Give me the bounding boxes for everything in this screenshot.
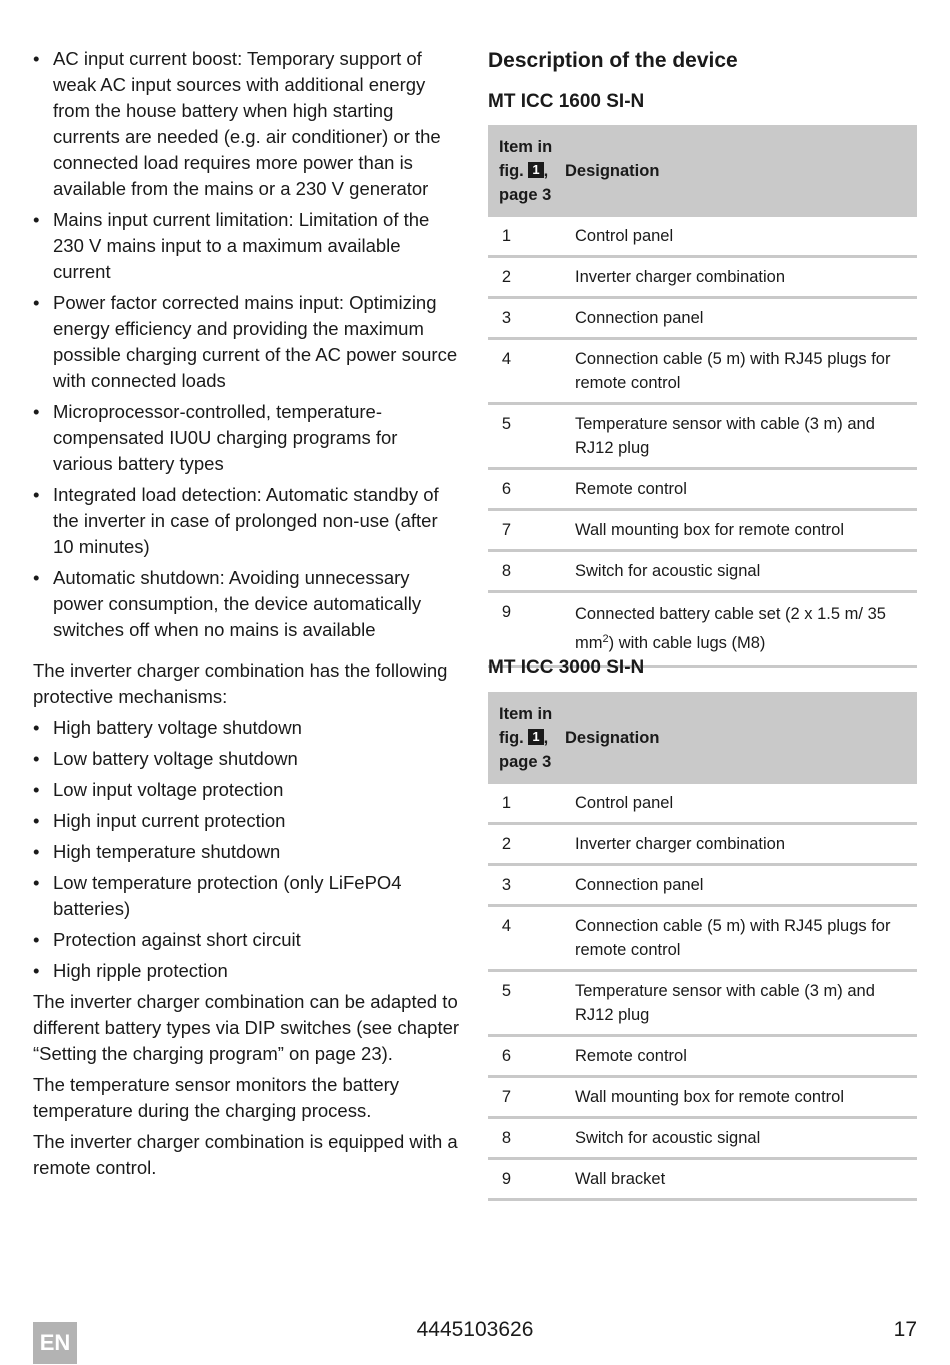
model-title-3000: MT ICC 3000 SI-N — [488, 657, 645, 678]
table-row: 2 Inverter charger combination — [488, 824, 917, 865]
paragraph-temperature-sensor: The temperature sensor monitors the battery temperature during the charging process. — [33, 1074, 400, 1121]
model-title-1600: MT ICC 1600 SI-N — [488, 91, 645, 112]
table-row: 8 Switch for acoustic signal — [488, 551, 917, 592]
table-row: 6 Remote control — [488, 1036, 917, 1077]
item-column-header: Item in fig. 1 , page 3 — [488, 125, 565, 217]
list-item: • High input current protection — [33, 810, 286, 831]
table-row: 6 Remote control — [488, 469, 917, 510]
table-row: 5 Temperature sensor with cable (3 m) and RJ12 plug — [488, 971, 917, 1036]
list-item: • Power factor corrected mains input: Optimizing energy efficiency and providing the maximum possible charging current of the AC power source with connected loads — [33, 292, 458, 391]
figure-number-badge: 1 — [528, 729, 543, 745]
list-item: • Integrated load detection: Automatic standby of the inverter in case of prolonged non-use (after 10 minutes) — [33, 484, 439, 557]
table-row: 7 Wall mounting box for remote control — [488, 1077, 917, 1118]
table-row: 8 Switch for acoustic signal — [488, 1118, 917, 1159]
table-row: 2 Inverter charger combination — [488, 257, 917, 298]
paragraph-dip-switches: The inverter charger combination can be adapted to different battery types via DIP switches (see chapter “Setting the charging program” on page 23). — [33, 991, 460, 1064]
list-item: • Mains input current limitation: Limitation of the 230 V mains input to a maximum available current — [33, 209, 430, 282]
feature-list — [33, 46, 461, 643]
table-row: 3 Connection panel — [488, 865, 917, 906]
table-row: 1 Control panel — [488, 784, 917, 824]
table-header-row — [488, 692, 917, 784]
item-column-header: Item in fig. 1 , page 3 — [488, 692, 565, 784]
figure-number-badge: 1 — [528, 162, 543, 178]
list-item: • High temperature shutdown — [33, 841, 281, 862]
table-row: 3 Connection panel — [488, 298, 917, 339]
document-number: 4445103626 — [416, 1318, 534, 1341]
list-item: • Low input voltage protection — [33, 779, 284, 800]
table-row: 7 Wall mounting box for remote control — [488, 510, 917, 551]
page-number: 17 — [893, 1318, 917, 1341]
table-header-row — [488, 125, 917, 217]
language-badge: EN — [33, 1322, 77, 1364]
parts-table-3000 — [488, 692, 917, 1201]
protective-intro: The inverter charger combination has the following protective mechanisms: — [33, 660, 448, 707]
protection-list — [33, 715, 461, 984]
list-item: • Microprocessor-controlled, temperature-compensated IU0U charging programs for various battery types — [33, 401, 398, 474]
left-column — [33, 46, 461, 1186]
list-item: • AC input current boost: Temporary support of weak AC input sources with additional energy from the house battery when high starting currents are needed (e.g. air conditioner) or the connected load requires more power than is available from the mains or a 230 V generator — [33, 48, 441, 199]
right-column — [488, 46, 917, 1188]
table-row: 4 Connection cable (5 m) with RJ45 plugs for remote control — [488, 906, 917, 971]
list-item: • Protection against short circuit — [33, 929, 301, 950]
table-row: 9 Wall bracket — [488, 1159, 917, 1200]
section-heading: Description of the device — [488, 49, 738, 72]
table-row: 4 Connection cable (5 m) with RJ45 plugs for remote control — [488, 339, 917, 404]
table-row: 9 Connected battery cable set (2 x 1.5 m/ 35 $mm^2$) with cable lugs (M8) — [488, 592, 917, 667]
table-row: 5 Temperature sensor with cable (3 m) and RJ12 plug — [488, 404, 917, 469]
parts-table-1600 — [488, 125, 917, 668]
list-item: • Automatic shutdown: Avoiding unnecessary power consumption, the device automatically switches off when no mains is available — [33, 567, 422, 640]
designation-column-header: Designation — [565, 125, 917, 217]
paragraph-remote-control: The inverter charger combination is equipped with a remote control. — [33, 1131, 458, 1178]
list-item: • High battery voltage shutdown — [33, 717, 302, 738]
list-item: • High ripple protection — [33, 960, 228, 981]
table-row: 1 Control panel — [488, 217, 917, 257]
list-item: • Low battery voltage shutdown — [33, 748, 298, 769]
designation-column-header: Designation — [565, 692, 917, 784]
list-item: • Low temperature protection (only LiFePO4 batteries) — [33, 872, 402, 919]
